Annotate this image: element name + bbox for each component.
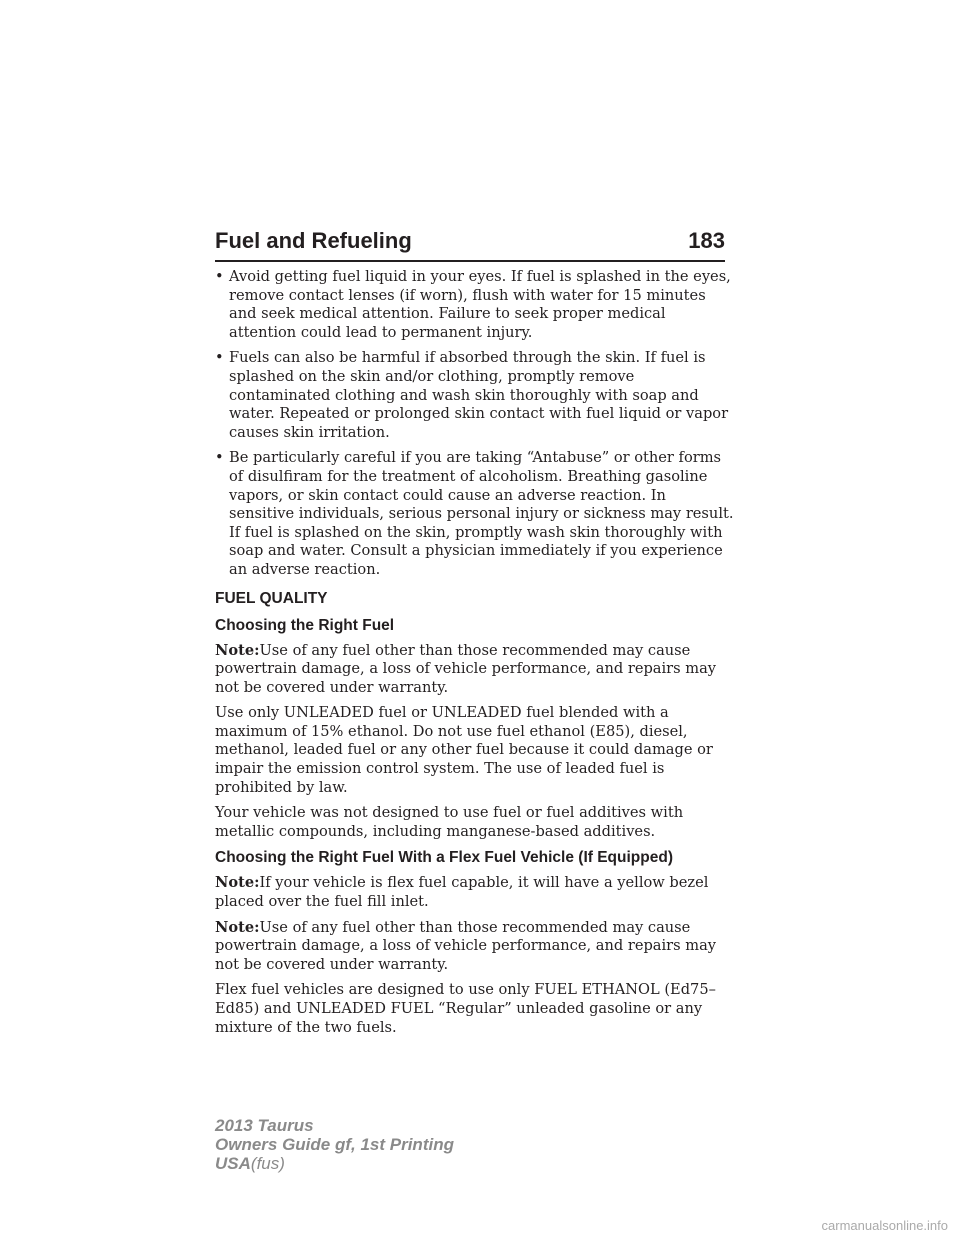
warning-list <box>215 268 735 580</box>
note-text: If your vehicle is flex fuel capable, it will have a yellow bezel placed over the fuel fill inlet. <box>215 874 709 911</box>
bullet-text: Fuels can also be harmful if absorbed through the skin. If fuel is splashed on the skin and/or clothing, promptly remove contaminated clothing and wash skin thoroughly with soap and water. Repeated or prolonged skin contact with fuel liquid or vapor causes skin irritation. <box>229 349 729 441</box>
note-label: Note: <box>215 918 260 936</box>
note-text: Use of any fuel other than those recommended may cause powertrain damage, a loss of vehicle performance, and repairs may not be covered under warranty. <box>215 918 717 973</box>
body-paragraph: Use only UNLEADED fuel or UNLEADED fuel blended with a maximum of 15% ethanol. Do not use fuel ethanol (E85), diesel, methanol, leaded fuel or any other fuel because it could damage or impair the emission control system. The use of leaded fuel is prohibited by law. <box>215 704 713 796</box>
note-paragraph <box>215 874 735 911</box>
subsection-heading: Choosing the Right Fuel With a Flex Fuel Vehicle (If Equipped) <box>215 849 673 867</box>
footer-code: (fus) <box>250 1154 285 1173</box>
page-header <box>215 228 725 262</box>
list-item <box>215 349 735 442</box>
body-paragraph: Flex fuel vehicles are designed to use only FUEL ETHANOL (Ed75–Ed85) and UNLEADED FUEL “Regular” unleaded gasoline or any mixture of the two fuels. <box>215 981 716 1036</box>
footer-market <box>215 1154 454 1173</box>
bullet-icon: • <box>215 349 224 367</box>
body-paragraph: Your vehicle was not designed to use fuel or fuel additives with metallic compounds, including manganese-based additives. <box>215 804 684 840</box>
page-content <box>215 268 735 1044</box>
note-label: Note: <box>215 874 260 892</box>
watermark: carmanualsonline.info <box>821 1218 948 1233</box>
page-number: 183 <box>688 228 725 253</box>
bullet-icon: • <box>215 268 224 285</box>
bullet-text: Be particularly careful if you are taking “Antabuse” or other forms of disulfiram for the treatment of alcoholism. Breathing gasoline vapors, or skin contact could cause an adverse reaction. In sensitive individuals, serious personal injury or sickness may result. If fuel is splashed on the skin, promptly wash skin thoroughly with soap and water. Consult a physician immediately if you experience an adverse reaction. <box>229 449 734 578</box>
note-label: Note: <box>215 641 260 659</box>
list-item <box>215 268 735 342</box>
bullet-icon: • <box>215 449 224 467</box>
chapter-title: Fuel and Refueling <box>215 228 412 253</box>
section-heading: FUEL QUALITY <box>215 589 328 607</box>
list-item <box>215 449 735 579</box>
footer-country: USA <box>215 1154 251 1173</box>
footer-edition: Owners Guide gf, 1st Printing <box>215 1135 454 1154</box>
footer-model: 2013 Taurus <box>215 1116 314 1135</box>
document-footer <box>215 1116 454 1173</box>
bullet-text: Avoid getting fuel liquid in your eyes. If fuel is splashed in the eyes, remove contact lenses (if worn), flush with water for 15 minutes and seek medical attention. Failure to seek proper medical attention could lead to permanent injury. <box>229 268 731 341</box>
subsection-heading: Choosing the Right Fuel <box>215 616 395 634</box>
note-text: Use of any fuel other than those recommended may cause powertrain damage, a loss of vehicle performance, and repairs may not be covered under warranty. <box>215 641 717 696</box>
note-paragraph <box>215 642 735 698</box>
note-paragraph <box>215 919 735 975</box>
